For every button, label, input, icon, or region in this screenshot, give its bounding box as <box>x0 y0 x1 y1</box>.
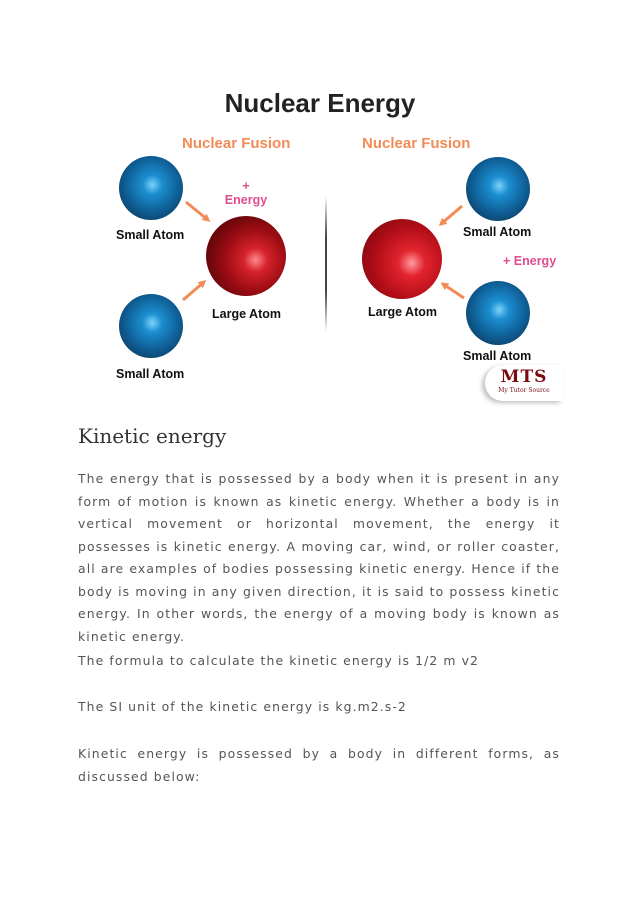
nuclear-energy-figure <box>78 78 562 404</box>
si-unit-paragraph: The SI unit of the kinetic energy is kg.m2.s-2 <box>78 699 407 714</box>
energy-label-left: Energy <box>224 193 268 207</box>
arrow-bottom-right <box>443 284 464 298</box>
kinetic-energy-paragraph: The energy that is possessed by a body when it is present in any form of motion is known as kinetic energy. Whether a body is in vertical movement or horizontal movement, the energy it possesses is kinetic energy. A moving car, wind, or roller coaster, all are examples of bodies possessing kinetic energy. Hence if the body is moving in any given direction, it is said to possess kinetic energy. In other words, the energy of a moving body is known as kinetic energy. <box>78 471 560 644</box>
mts-logo <box>485 365 563 401</box>
logo-subtitle: My Tutor Source <box>498 387 550 394</box>
small-atom-top-right-label: Small Atom <box>463 225 532 239</box>
fusion-arrows <box>78 78 562 404</box>
section-heading: Kinetic energy <box>78 424 227 448</box>
arrow-bottom-left <box>183 282 204 300</box>
forms-paragraph: Kinetic energy is possessed by a body in different forms, as discussed below: <box>78 746 560 784</box>
left-panel-title: Nuclear Fusion <box>182 135 291 152</box>
energy-label-right: + Energy <box>503 254 557 268</box>
small-atom-top-left-label: Small Atom <box>116 228 185 242</box>
energy-plus-left: + <box>242 179 250 193</box>
figure-title: Nuclear Energy <box>224 88 416 118</box>
right-panel-title: Nuclear Fusion <box>362 135 471 152</box>
large-atom-left-label: Large Atom <box>212 307 281 321</box>
formula-paragraph: The formula to calculate the kinetic energy is 1/2 m v2 <box>78 653 480 668</box>
large-atom-right-label: Large Atom <box>368 305 437 319</box>
small-atom-bottom-right-label: Small Atom <box>463 349 532 363</box>
logo-mark: MTS <box>500 367 548 387</box>
arrow-top-right <box>441 206 462 224</box>
small-atom-bottom-left-label: Small Atom <box>116 367 185 381</box>
arrow-top-left <box>186 202 208 220</box>
